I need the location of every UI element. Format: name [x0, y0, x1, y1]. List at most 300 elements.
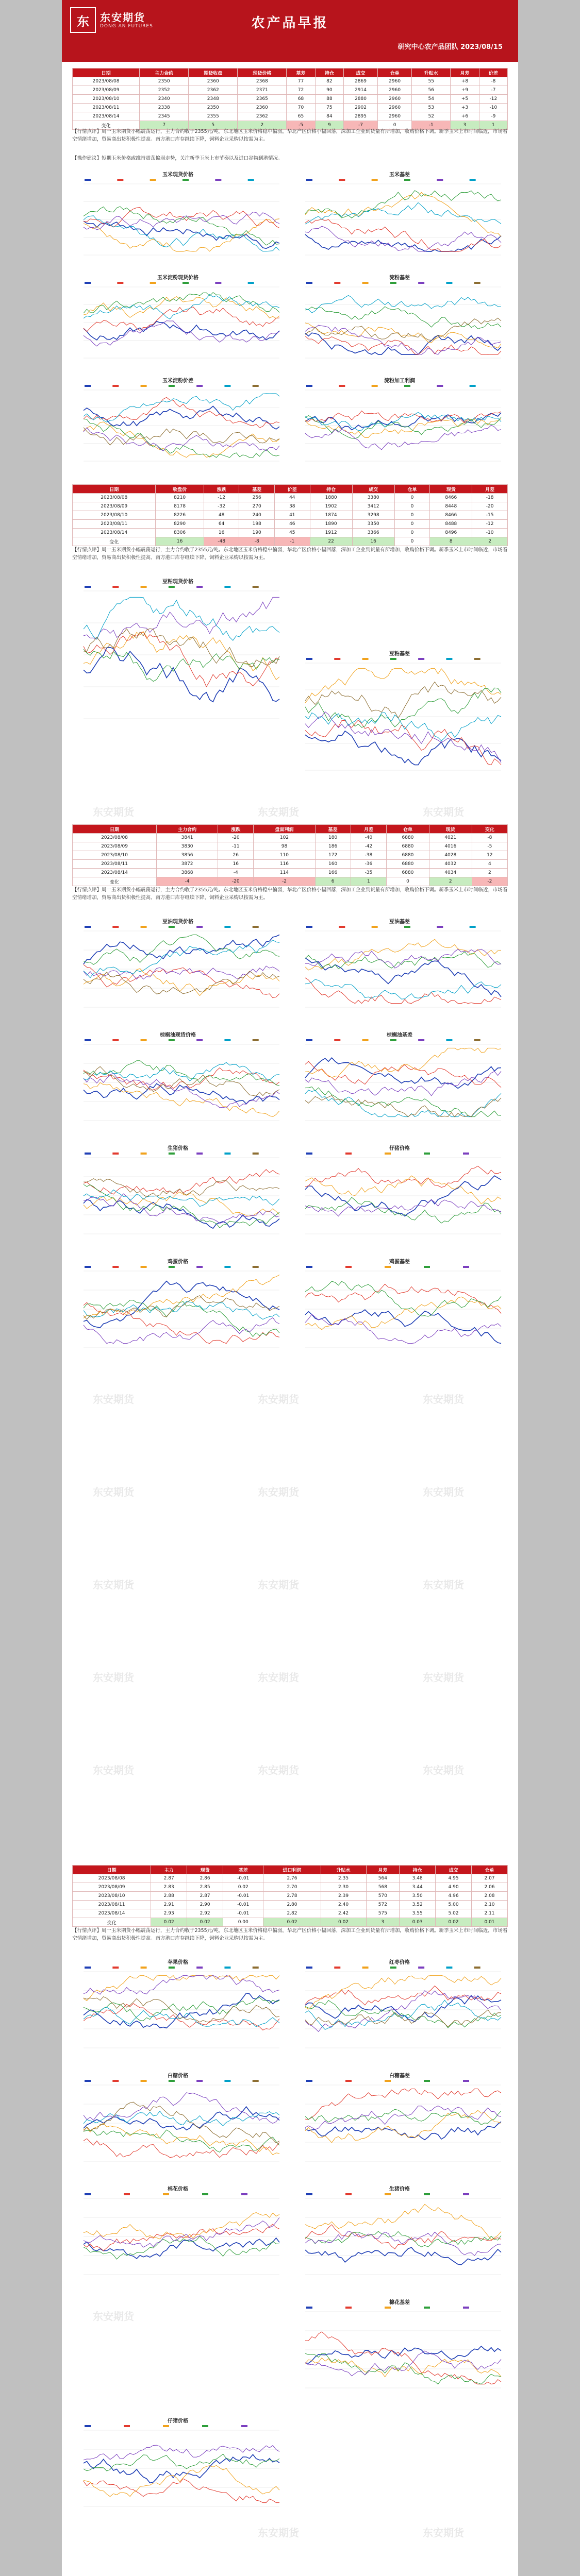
table-cell: +5 — [451, 95, 479, 104]
series-line — [305, 731, 501, 765]
line-chart — [294, 2306, 505, 2400]
logo-mark-icon: 东 — [70, 7, 96, 33]
table-cell: 2023/08/11 — [73, 104, 140, 112]
legend-swatch — [85, 1153, 91, 1155]
table-cell: 41 — [275, 511, 310, 520]
table-cell: 3.48 — [400, 1874, 436, 1883]
legend-swatch — [112, 1153, 119, 1155]
legend-swatch — [474, 1039, 480, 1041]
chart-card — [72, 2071, 284, 2174]
line-chart — [294, 1265, 505, 1360]
chart-card — [294, 1257, 505, 1360]
table-cell: 54 — [412, 95, 451, 104]
table-header-cell: 成交 — [343, 69, 377, 77]
table-cell: 2895 — [343, 112, 377, 121]
chart-card — [294, 1958, 505, 2061]
legend-swatch — [463, 1153, 469, 1155]
chart-title: 玉米淀粉现货价格 — [157, 275, 198, 281]
table-row — [73, 537, 508, 546]
table-cell: 2345 — [140, 112, 189, 121]
legend-swatch — [306, 2080, 312, 2082]
commentary-paragraph: 【行情点评】周一玉米期货小幅震荡运行，主力合约收于2355元/吨。东北地区玉米价格稳中偏弱，华北产区价格小幅回落，深加工企业到货量有所增加，收购价格下调。新季玉米上市时间临近，市场看空情绪增加，贸易商出货积极性提高。南方港口库存继续下降，饲料企业采购以按需为主。 — [72, 1928, 508, 1941]
table-cell: 8448 — [430, 502, 472, 511]
legend-swatch — [424, 1153, 430, 1155]
table-header-cell: 价差 — [479, 69, 507, 77]
watermark-text: 东安期货 — [93, 1671, 134, 1684]
legend-swatch — [150, 179, 156, 181]
legend-swatch — [141, 385, 147, 387]
table-header-cell: 仓单 — [394, 485, 430, 494]
legend-swatch — [306, 2193, 312, 2195]
table-row — [73, 1909, 508, 1918]
chart-title: 鸡蛋基差 — [389, 1259, 410, 1265]
table-cell: 46 — [275, 520, 310, 529]
table-cell: 102 — [254, 834, 315, 842]
legend-swatch — [446, 658, 452, 660]
data-table — [72, 824, 508, 886]
legend-swatch — [85, 385, 91, 387]
table-cell: 75 — [315, 104, 343, 112]
legend-swatch — [385, 2193, 391, 2195]
legend-swatch — [169, 1967, 175, 1969]
table-cell: 0 — [387, 877, 429, 886]
legend-swatch — [306, 2307, 312, 2309]
table-cell: +3 — [451, 104, 479, 112]
legend-swatch — [334, 1039, 340, 1041]
table-header-cell: 持仓 — [400, 1866, 436, 1874]
table-cell: 4 — [472, 860, 507, 869]
legend-swatch — [85, 1039, 91, 1041]
chart-title: 玉米基差 — [389, 172, 410, 178]
chart-card — [72, 2416, 284, 2519]
chart-card — [72, 1257, 284, 1360]
table-cell: 2.90 — [187, 1901, 223, 1909]
series-line — [305, 1058, 501, 1088]
table-cell: 2.92 — [187, 1909, 223, 1918]
watermark-text: 东安期货 — [423, 806, 464, 818]
chart-card — [294, 917, 505, 1020]
legend-swatch — [215, 282, 221, 284]
chart-card — [72, 1144, 284, 1247]
table-cell: 8210 — [156, 494, 204, 502]
watermark-text: 东安期货 — [423, 1579, 464, 1591]
legend-swatch — [112, 1266, 119, 1268]
line-chart — [294, 657, 505, 783]
series-line — [305, 191, 501, 218]
table-cell: 4028 — [429, 851, 472, 860]
legend-swatch — [372, 179, 378, 181]
table-cell: 16 — [218, 860, 254, 869]
table-header-cell: 日期 — [73, 1866, 151, 1874]
legend-swatch — [385, 1266, 391, 1268]
legend-swatch — [215, 179, 221, 181]
legend-swatch — [117, 179, 123, 181]
commentary-paragraph: 【行情点评】周一玉米期货小幅震荡运行，主力合约收于2355元/吨。东北地区玉米价格稳中偏弱，华北产区价格小幅回落，深加工企业到货量有所增加，收购价格下调。新季玉米上市时间临近，市场看空情绪增加，贸易商出货积极性提高。南方港口库存继续下降，饲料企业采购以按需为主。 — [72, 129, 508, 142]
table-cell: 8496 — [430, 529, 472, 537]
table-row — [73, 1901, 508, 1909]
legend-swatch — [446, 1039, 452, 1041]
table-cell: 3366 — [352, 529, 394, 537]
table-cell: 77 — [287, 77, 315, 86]
legend-swatch — [404, 926, 410, 928]
table-row — [73, 860, 508, 869]
table-header-cell: 月差 — [451, 69, 479, 77]
legend-swatch — [253, 1153, 259, 1155]
table-cell: -32 — [204, 502, 239, 511]
table-cell: 0.02 — [321, 1918, 366, 1927]
series-line — [84, 935, 279, 964]
chart-title: 豆油基差 — [389, 919, 410, 925]
table-cell: 114 — [254, 869, 315, 877]
table-cell: 5.02 — [436, 1909, 472, 1918]
series-line — [305, 2332, 501, 2384]
table-cell: 2023/08/10 — [73, 851, 157, 860]
table-cell: 0 — [394, 511, 430, 520]
line-chart — [72, 281, 284, 370]
chart-title: 玉米现货价格 — [162, 172, 193, 178]
legend-swatch — [196, 2080, 203, 2082]
table-cell: 65 — [287, 112, 315, 121]
table-cell: 0 — [378, 121, 412, 130]
data-table-section — [72, 68, 508, 130]
watermark-text: 东安期货 — [258, 806, 299, 818]
series-line — [305, 234, 501, 251]
series-line — [305, 1310, 501, 1343]
chart-title: 生猪价格 — [168, 1146, 188, 1151]
watermark-text: 东安期货 — [258, 1671, 299, 1684]
table-cell: 70 — [287, 104, 315, 112]
chart-title: 鸡蛋价格 — [168, 1259, 188, 1265]
series-line — [84, 207, 279, 228]
legend-swatch — [424, 1266, 430, 1268]
series-line — [84, 2111, 279, 2126]
series-line — [84, 2102, 279, 2143]
table-cell: 2.42 — [321, 1909, 366, 1918]
chart-card — [72, 376, 284, 474]
table-header-cell: 现货价格 — [238, 69, 287, 77]
table-cell: 6880 — [387, 842, 429, 851]
table-cell: 2362 — [238, 112, 287, 121]
table-cell: 2.30 — [321, 1883, 366, 1892]
table-cell: 变化 — [73, 537, 156, 546]
series-line — [305, 1087, 501, 1117]
legend-swatch — [85, 1967, 91, 1969]
table-cell: 1880 — [310, 494, 352, 502]
table-header-cell: 仓单 — [387, 825, 429, 834]
table-cell: +8 — [451, 77, 479, 86]
legend-swatch — [196, 1967, 203, 1969]
legend-swatch — [306, 1967, 312, 1969]
table-cell: -0.01 — [223, 1909, 263, 1918]
table-header-cell: 升贴水 — [412, 69, 451, 77]
line-chart — [72, 2192, 284, 2287]
table-cell: 3.52 — [400, 1901, 436, 1909]
chart-card — [294, 2298, 505, 2401]
data-table — [72, 1865, 508, 1927]
table-cell: 2023/08/10 — [73, 1892, 151, 1901]
table-cell: 2.88 — [151, 1892, 187, 1901]
table-cell: 2.39 — [321, 1892, 366, 1901]
table-cell: 0.02 — [223, 1883, 263, 1892]
legend-swatch — [169, 2080, 175, 2082]
table-cell: 2023/08/09 — [73, 86, 140, 95]
chart-title: 棕榈油现货价格 — [160, 1032, 196, 1038]
legend-swatch — [241, 2425, 247, 2427]
table-row — [73, 95, 508, 104]
table-cell: 2365 — [238, 95, 287, 104]
series-line — [305, 2109, 501, 2125]
table-cell: 4032 — [429, 860, 472, 869]
series-line — [84, 2093, 279, 2124]
series-line — [305, 2122, 501, 2140]
watermark-text: 东安期货 — [423, 1393, 464, 1405]
table-cell: 240 — [239, 511, 275, 520]
table-header-cell: 月差 — [366, 1866, 400, 1874]
series-line — [305, 2225, 501, 2249]
table-cell: -5 — [287, 121, 315, 130]
table-cell: 2960 — [378, 95, 412, 104]
table-cell: 2023/08/09 — [73, 502, 156, 511]
legend-swatch — [306, 282, 312, 284]
table-cell: 4034 — [429, 869, 472, 877]
table-cell: 2869 — [343, 77, 377, 86]
table-header-cell: 现货 — [429, 825, 472, 834]
table-cell: -35 — [351, 869, 386, 877]
table-header-cell: 日期 — [73, 825, 157, 834]
chart-title: 豆粕基差 — [389, 651, 410, 657]
series-line — [305, 325, 501, 354]
table-cell: 53 — [412, 104, 451, 112]
table-cell: 6 — [315, 877, 351, 886]
legend-swatch — [163, 2425, 169, 2427]
table-cell: -5 — [472, 842, 507, 851]
series-line — [84, 2213, 279, 2239]
table-header-cell: 基差 — [223, 1866, 263, 1874]
legend-swatch — [196, 1153, 203, 1155]
data-table-section — [72, 1865, 508, 1927]
table-cell: 8178 — [156, 502, 204, 511]
chart-card — [72, 170, 284, 268]
table-header-cell: 仓单 — [472, 1866, 508, 1874]
table-cell: 2023/08/09 — [73, 842, 157, 851]
legend-swatch — [437, 926, 443, 928]
table-cell: 2960 — [378, 112, 412, 121]
table-cell: 2023/08/11 — [73, 1901, 151, 1909]
legend-swatch — [141, 1153, 147, 1155]
series-line — [305, 2358, 501, 2377]
table-cell: 4.96 — [436, 1892, 472, 1901]
series-line — [84, 648, 279, 702]
series-line — [84, 221, 279, 248]
table-header-cell: 现货 — [187, 1866, 223, 1874]
series-line — [305, 1095, 501, 1116]
line-chart — [294, 2079, 505, 2174]
table-header-cell: 成交 — [436, 1866, 472, 1874]
line-chart — [72, 384, 284, 473]
legend-swatch — [470, 179, 476, 181]
series-line — [84, 632, 279, 680]
legend-swatch — [385, 1153, 391, 1155]
table-cell: 568 — [366, 1883, 400, 1892]
table-cell: 变化 — [73, 121, 140, 130]
table-cell: 26 — [218, 851, 254, 860]
table-cell: 16 — [156, 537, 204, 546]
table-row — [73, 86, 508, 95]
line-chart — [294, 2192, 505, 2287]
legend-swatch — [474, 1967, 480, 1969]
legend-swatch — [141, 926, 147, 928]
legend-swatch — [306, 1153, 312, 1155]
table-cell: 2355 — [189, 112, 238, 121]
legend-swatch — [183, 179, 189, 181]
legend-swatch — [85, 2080, 91, 2082]
table-cell: 0.00 — [223, 1918, 263, 1927]
table-cell: 0.02 — [151, 1918, 187, 1927]
legend-swatch — [424, 2193, 430, 2195]
series-line — [305, 1061, 501, 1088]
table-cell: -8 — [479, 77, 507, 86]
table-cell: 2023/08/10 — [73, 511, 156, 520]
table-cell: -48 — [204, 537, 239, 546]
table-cell: 8488 — [430, 520, 472, 529]
table-cell: 90 — [315, 86, 343, 95]
table-cell: 1874 — [310, 511, 352, 520]
legend-swatch — [169, 1266, 175, 1268]
table-cell: 116 — [254, 860, 315, 869]
chart-title: 白糖基差 — [389, 2073, 410, 2079]
data-table-section — [72, 484, 508, 546]
legend-swatch — [372, 926, 378, 928]
table-header-cell: 盘面利润 — [254, 825, 315, 834]
legend-swatch — [85, 926, 91, 928]
series-line — [305, 307, 501, 329]
table-row — [73, 511, 508, 520]
chart-title: 棉花基差 — [389, 2300, 410, 2306]
series-line — [305, 668, 501, 703]
legend-swatch — [437, 179, 443, 181]
table-cell: 2.40 — [321, 1901, 366, 1909]
table-cell: 2360 — [189, 77, 238, 86]
table-cell: 2348 — [189, 95, 238, 104]
legend-swatch — [183, 282, 189, 284]
series-line — [84, 1318, 279, 1344]
table-cell: 0.02 — [187, 1918, 223, 1927]
legend-swatch — [339, 385, 345, 387]
legend-swatch — [390, 282, 396, 284]
series-line — [305, 226, 501, 251]
table-cell: 52 — [412, 112, 451, 121]
legend-swatch — [248, 282, 254, 284]
legend-swatch — [141, 586, 147, 588]
line-chart — [72, 2424, 284, 2519]
series-line — [84, 2004, 279, 2030]
chart-card — [294, 2184, 505, 2287]
legend-swatch — [141, 2080, 147, 2082]
table-cell: 2.87 — [187, 1892, 223, 1901]
series-line — [84, 1997, 279, 2021]
table-cell: 2023/08/14 — [73, 112, 140, 121]
series-line — [84, 1296, 279, 1319]
legend-swatch — [85, 2425, 91, 2427]
table-cell: 2902 — [343, 104, 377, 112]
line-chart — [294, 1965, 505, 2060]
legend-swatch — [112, 1967, 119, 1969]
table-cell: 22 — [310, 537, 352, 546]
legend-swatch — [418, 658, 424, 660]
series-line — [305, 2247, 501, 2264]
table-cell: 5 — [189, 121, 238, 130]
table-cell: 2360 — [238, 104, 287, 112]
series-line — [305, 416, 501, 439]
legend-swatch — [112, 385, 119, 387]
table-cell: 3.44 — [400, 1883, 436, 1892]
table-cell: 3872 — [157, 860, 218, 869]
legend-swatch — [334, 1967, 340, 1969]
table-cell: 6880 — [387, 834, 429, 842]
series-line — [84, 1302, 279, 1343]
table-cell: 2.86 — [187, 1874, 223, 1883]
table-cell: 172 — [315, 851, 351, 860]
series-line — [84, 294, 279, 319]
chart-card — [72, 917, 284, 1020]
table-header-cell: 基差 — [287, 69, 315, 77]
legend-swatch — [241, 2193, 247, 2195]
legend-swatch — [224, 1266, 230, 1268]
legend-swatch — [253, 586, 259, 588]
chart-card — [294, 376, 505, 474]
line-chart — [72, 1265, 284, 1360]
series-line — [84, 307, 279, 332]
series-line — [84, 297, 279, 318]
legend-swatch — [196, 385, 203, 387]
table-cell: 2.76 — [263, 1874, 321, 1883]
chart-title: 苹果价格 — [168, 1960, 188, 1965]
table-cell: 1902 — [310, 502, 352, 511]
table-cell: 2362 — [189, 86, 238, 95]
series-line — [84, 1993, 279, 2028]
table-cell: -2 — [254, 877, 315, 886]
legend-swatch — [306, 179, 312, 181]
legend-swatch — [253, 1266, 259, 1268]
table-cell: 3380 — [352, 494, 394, 502]
table-cell: -10 — [472, 529, 508, 537]
series-line — [84, 2007, 279, 2027]
chart-title: 豆油现货价格 — [162, 919, 193, 925]
series-line — [305, 412, 501, 431]
table-cell: 2023/08/08 — [73, 77, 140, 86]
table-cell: 1912 — [310, 529, 352, 537]
table-cell: 2023/08/11 — [73, 520, 156, 529]
table-cell: 180 — [315, 834, 351, 842]
legend-swatch — [345, 2080, 352, 2082]
line-chart — [72, 178, 284, 267]
series-line — [84, 1082, 279, 1116]
legend-swatch — [248, 179, 254, 181]
table-cell: 9 — [315, 121, 343, 130]
table-header-cell: 成交 — [352, 485, 394, 494]
table-cell: 2350 — [140, 77, 189, 86]
legend-swatch — [253, 1967, 259, 1969]
table-cell: -2 — [472, 877, 507, 886]
table-header-cell: 涨跌 — [218, 825, 254, 834]
table-cell: -10 — [479, 104, 507, 112]
legend-swatch — [112, 1039, 119, 1041]
chart-card — [72, 577, 284, 732]
series-line — [84, 1281, 279, 1328]
series-line — [84, 2130, 279, 2152]
series-line — [305, 1200, 501, 1216]
table-row — [73, 529, 508, 537]
